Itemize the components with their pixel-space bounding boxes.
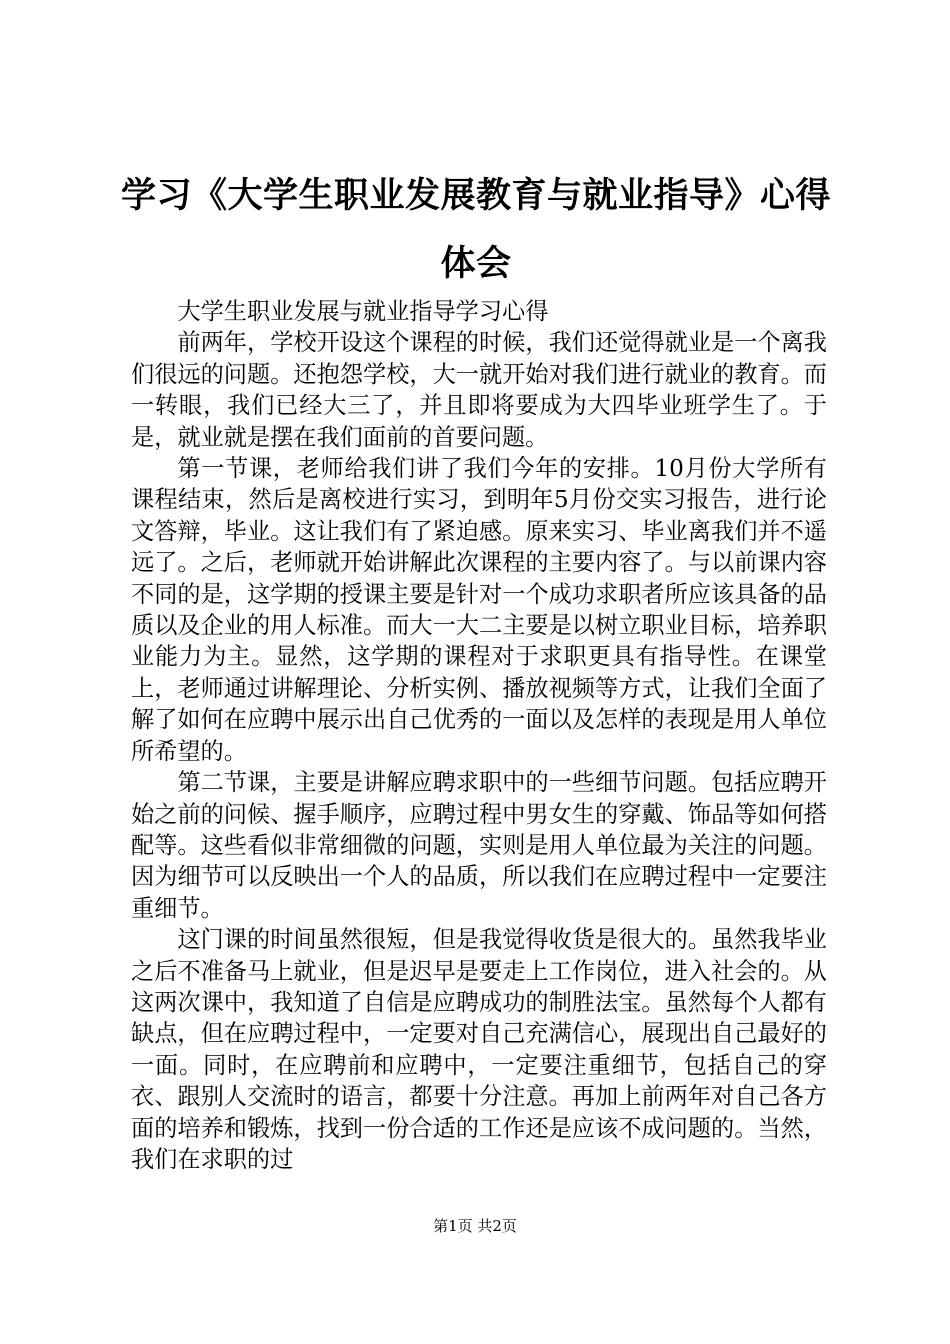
page-number-footer: 第1页 共2页 (433, 1217, 517, 1235)
body-paragraph: 这门课的时间虽然很短，但是我觉得收货是很大的。虽然我毕业之后不准备马上就业，但是迟早是要走上工作岗位，进入社会的。从这两次课中，我知道了自信是应聘成功的制胜法宝。虽然每个人都有缺点，但在应聘过程中，一定要对自己充满信心，展现出自己最好的一面。同时，在应聘前和应聘中，一定要注重细节，包括自己的穿衣、跟别人交流时的语言，都要十分注意。再加上前两年对自己各方面的培养和锻炼，找到一份合适的工作还是应该不成问题的。当然，我们在求职的过 (131, 926, 827, 1173)
document-title: 学习《大学生职业发展教育与就业指导》心得体会 (120, 176, 831, 284)
body-paragraph-subtitle: 大学生职业发展与就业指导学习心得 (177, 298, 549, 325)
body-paragraph: 前两年，学校开设这个课程的时候，我们还觉得就业是一个离我们很远的问题。还抱怨学校，大一就开始对我们进行就业的教育。而一转眼，我们已经大三了，并且即将要成为大四毕业班学生了。于是，就业就是摆在我们面前的首要问题。 (131, 329, 827, 451)
document-body (131, 296, 827, 1175)
body-paragraph: 第一节课，老师给我们讲了我们今年的安排。10月份大学所有课程结束，然后是离校进行实习，到明年5月份交实习报告，进行论文答辩，毕业。这让我们有了紧迫感。原来实习、毕业离我们并不遥远了。之后，老师就开始讲解此次课程的主要内容了。与以前课内容不同的是，这学期的授课主要是针对一个成功求职者所应该具备的品质以及企业的用人标准。而大一大二主要是以树立职业目标，培养职业能力为主。显然，这学期的课程对于求职更具有指导性。在课堂上，老师通过讲解理论、分析实例、播放视频等方式，让我们全面了解了如何在应聘中展示出自己优秀的一面以及怎样的表现是用人单位所希望的。 (131, 455, 827, 765)
body-paragraph: 第二节课，主要是讲解应聘求职中的一些细节问题。包括应聘开始之前的问候、握手顺序，应聘过程中男女生的穿戴、饰品等如何搭配等。这些看似非常细微的问题，实则是用人单位最为关注的问题。因为细节可以反映出一个人的品质，所以我们在应聘过程中一定要注重细节。 (131, 769, 827, 922)
